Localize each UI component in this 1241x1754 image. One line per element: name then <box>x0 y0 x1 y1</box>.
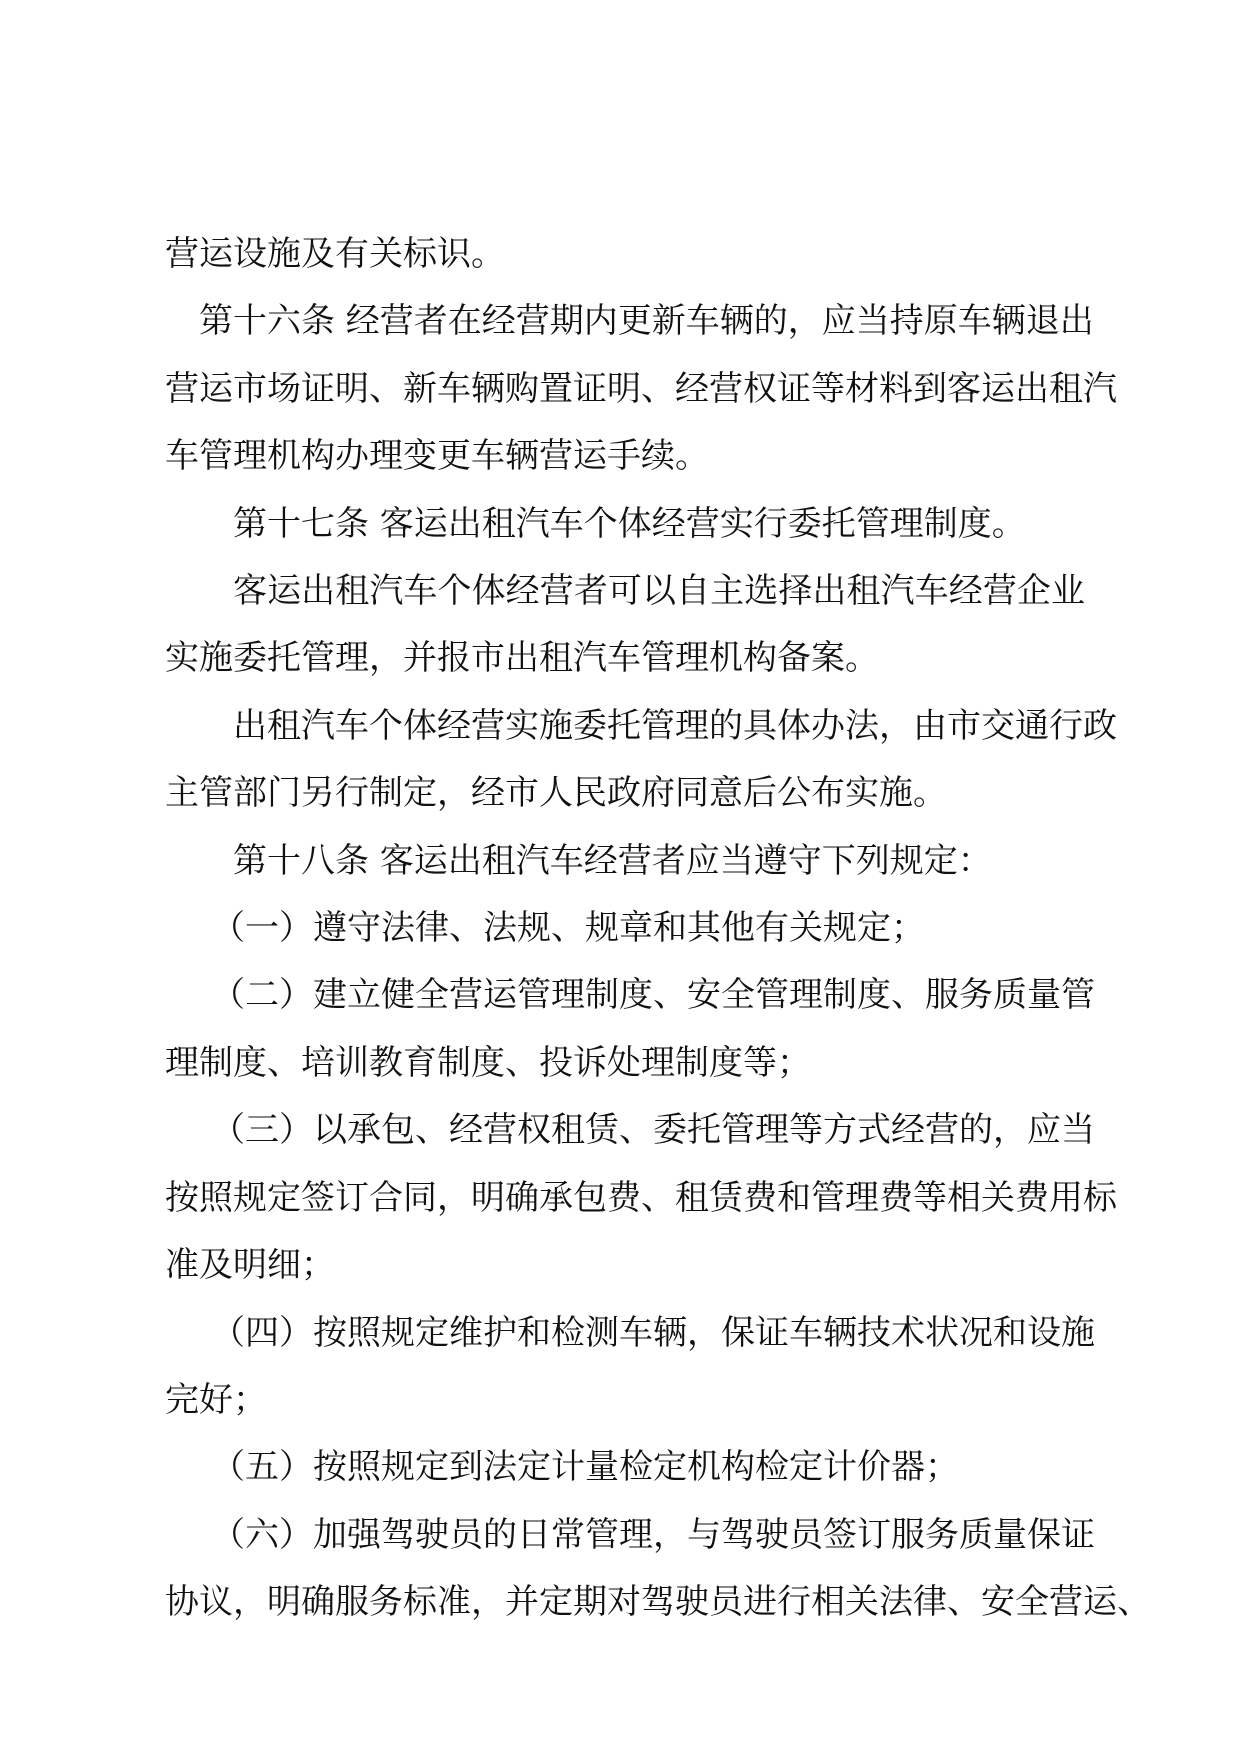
text-line: 车管理机构办理变更车辆营运手续。 <box>165 436 709 477</box>
text-line: 营运设施及有关标识。 <box>165 234 505 274</box>
list-item-1 <box>165 895 1085 962</box>
text-line: 协议，明确服务标准，并定期对驾驶员进行相关法律、安全营运、 <box>165 1582 1151 1623</box>
paragraph-article-17 <box>165 491 1085 558</box>
list-item-6 <box>165 1502 1151 1637</box>
text-line: 出租汽车个体经营实施委托管理的具体办法，由市交通行政 <box>233 705 1117 746</box>
paragraph-article-18 <box>165 828 1085 895</box>
text-line: 实施委托管理，并报市出租汽车管理机构备案。 <box>165 638 879 679</box>
text-line: 第十六条 经营者在经营期内更新车辆的，应当持原车辆退出 <box>199 301 1094 342</box>
paragraph-continuation <box>165 221 1085 288</box>
text-line: 准及明细； <box>165 1245 335 1286</box>
list-item-5 <box>165 1434 1085 1501</box>
text-line: （三）以承包、经营权租赁、委托管理等方式经营的，应当 <box>211 1110 1095 1151</box>
text-line: （四）按照规定维护和检测车辆，保证车辆技术状况和设施 <box>211 1312 1095 1353</box>
paragraph-entrusted-management <box>165 558 1085 693</box>
text-line: 营运市场证明、新车辆购置证明、经营权证等材料到客运出租汽 <box>165 368 1117 409</box>
paragraph-specific-measures <box>165 693 1117 828</box>
text-line: 完好； <box>165 1379 267 1420</box>
paragraph-article-16 <box>165 288 1117 490</box>
text-line: 第十七条 客运出租汽车个体经营实行委托管理制度。 <box>233 503 1026 544</box>
text-line: 第十八条 客运出租汽车经营者应当遵守下列规定： <box>233 840 992 881</box>
text-line: 理制度、培训教育制度、投诉处理制度等； <box>165 1042 811 1083</box>
document-body <box>165 221 1151 1637</box>
text-line: 主管部门另行制定，经市人民政府同意后公布实施。 <box>165 773 947 814</box>
list-item-3 <box>165 1097 1117 1299</box>
text-line: （一）遵守法律、法规、规章和其他有关规定； <box>211 908 925 949</box>
text-line: 按照规定签订合同，明确承包费、租赁费和管理费等相关费用标 <box>165 1177 1117 1218</box>
list-item-2 <box>165 962 1095 1097</box>
text-line: 客运出租汽车个体经营者可以自主选择出租汽车经营企业 <box>233 571 1085 612</box>
text-line: （二）建立健全营运管理制度、安全管理制度、服务质量管 <box>211 975 1095 1016</box>
text-line: （五）按照规定到法定计量检定机构检定计价器； <box>211 1447 959 1488</box>
text-line: （六）加强驾驶员的日常管理，与驾驶员签订服务质量保证 <box>211 1514 1095 1555</box>
list-item-4 <box>165 1300 1095 1435</box>
